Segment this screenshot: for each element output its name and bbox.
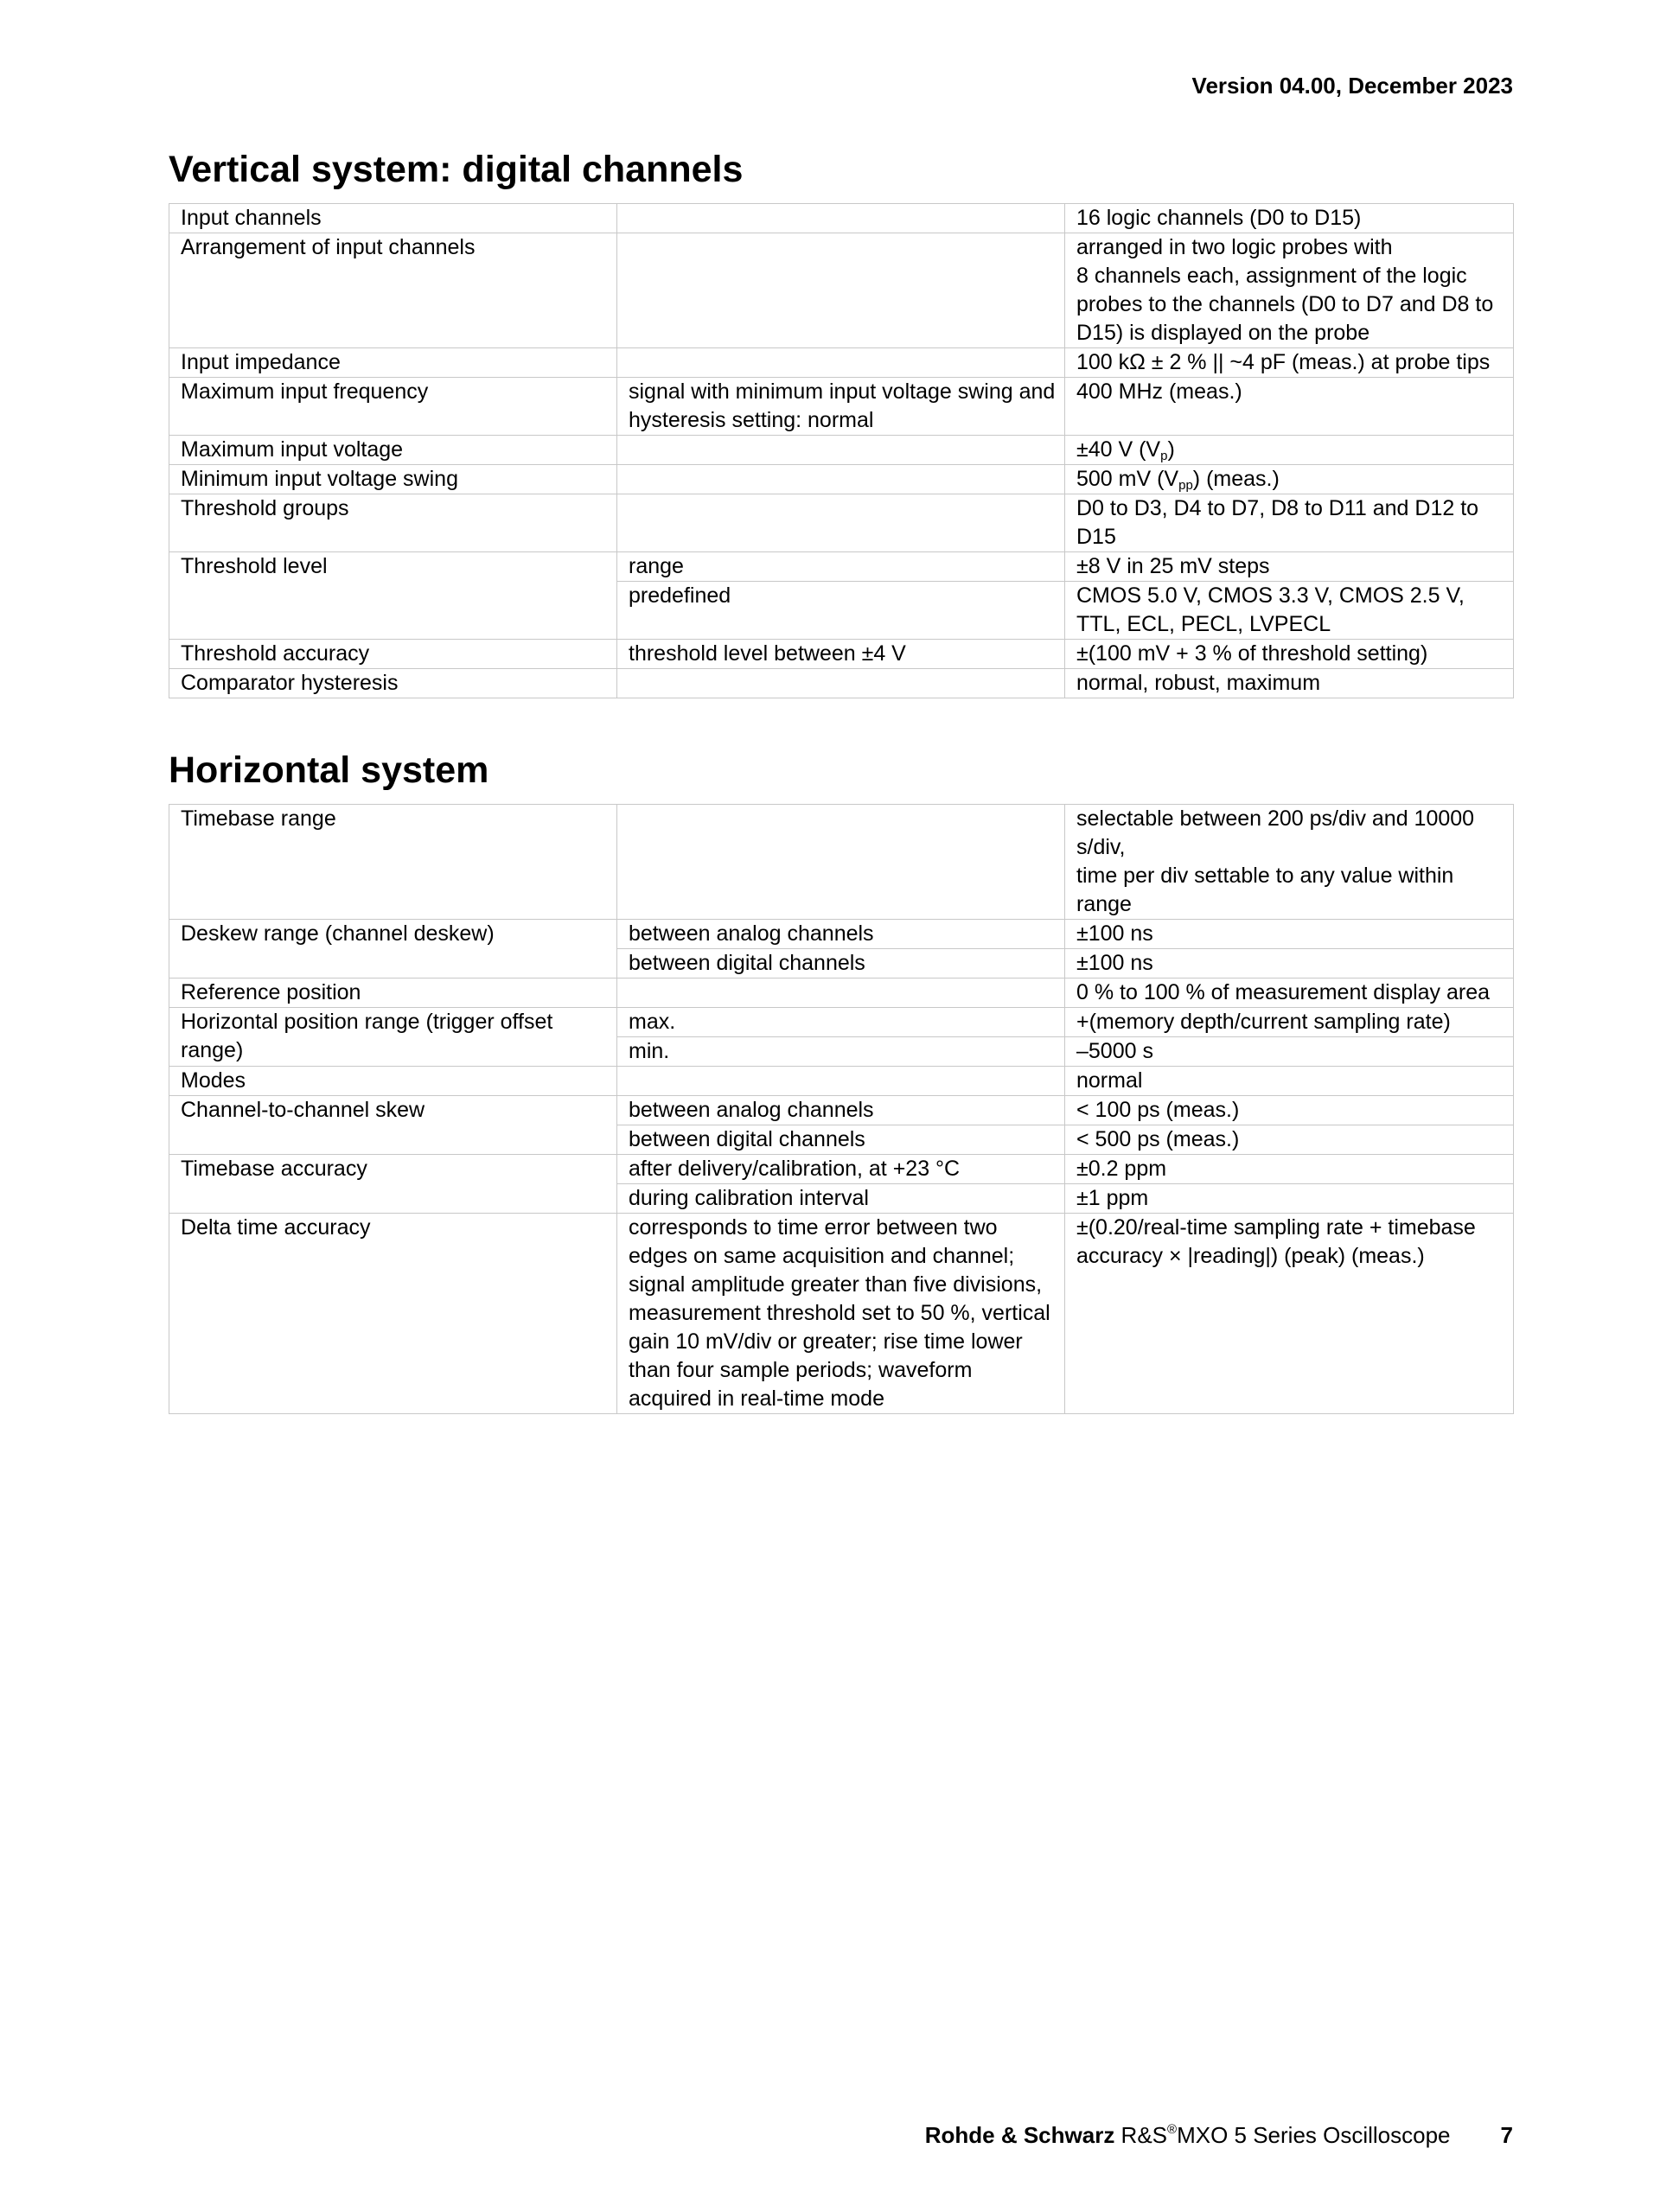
spec-table-horizontal <box>169 804 1514 1414</box>
param-name: Threshold level <box>169 552 617 640</box>
param-name: Comparator hysteresis <box>169 669 617 698</box>
value-text: ) (meas.) <box>1192 467 1280 491</box>
value-text: 500 mV (V <box>1076 467 1179 491</box>
table-row <box>169 640 1514 669</box>
param-condition <box>617 494 1065 552</box>
footer-brand: Rohde & Schwarz <box>924 2122 1115 2148</box>
value-text: ) <box>1167 437 1175 462</box>
param-value: ±8 V in 25 mV steps <box>1065 552 1514 582</box>
param-condition: signal with minimum input voltage swing and hysteresis setting: normal <box>617 378 1065 436</box>
param-condition: between analog channels <box>617 920 1065 949</box>
table-row <box>169 348 1514 378</box>
param-value: ±1 ppm <box>1065 1184 1514 1214</box>
param-condition <box>617 436 1065 465</box>
param-condition: between analog channels <box>617 1096 1065 1125</box>
value-subscript: pp <box>1178 478 1193 493</box>
registered-mark: ® <box>1167 2122 1178 2137</box>
param-condition: predefined <box>617 582 1065 640</box>
param-name: Timebase accuracy <box>169 1155 617 1214</box>
param-condition: after delivery/calibration, at +23 °C <box>617 1155 1065 1184</box>
param-value: selectable between 200 ps/div and 10000 s/div, time per div settable to any value within range <box>1065 805 1514 920</box>
param-value: ±(100 mV + 3 % of threshold setting) <box>1065 640 1514 669</box>
table-row <box>169 805 1514 920</box>
param-condition <box>617 204 1065 233</box>
param-value: < 100 ps (meas.) <box>1065 1096 1514 1125</box>
param-condition: max. <box>617 1008 1065 1037</box>
table-row <box>169 494 1514 552</box>
param-name: Threshold accuracy <box>169 640 617 669</box>
param-value: –5000 s <box>1065 1037 1514 1067</box>
param-name: Channel-to-channel skew <box>169 1096 617 1155</box>
table-row <box>169 1214 1514 1414</box>
param-name: Input impedance <box>169 348 617 378</box>
table-row <box>169 436 1514 465</box>
param-value: ±0.2 ppm <box>1065 1155 1514 1184</box>
table-row <box>169 1155 1514 1184</box>
param-value: CMOS 5.0 V, CMOS 3.3 V, CMOS 2.5 V, TTL, ECL, PECL, LVPECL <box>1065 582 1514 640</box>
param-condition: during calibration interval <box>617 1184 1065 1214</box>
param-value: normal, robust, maximum <box>1065 669 1514 698</box>
section-title-vertical-digital: Vertical system: digital channels <box>169 149 744 190</box>
param-name: Arrangement of input channels <box>169 233 617 348</box>
spec-table-vertical-digital <box>169 203 1514 698</box>
param-value: normal <box>1065 1067 1514 1096</box>
param-name: Horizontal position range (trigger offset range) <box>169 1008 617 1067</box>
param-condition: corresponds to time error between two edges on same acquisition and channel; signal amplitude greater than five divisions, measurement threshold set to 50 %, vertical gain 10 mV/div or greater; rise time lower than four sample periods; waveform acquired in real-time mode <box>617 1214 1065 1414</box>
param-value: 16 logic channels (D0 to D15) <box>1065 204 1514 233</box>
param-name: Delta time accuracy <box>169 1214 617 1414</box>
param-condition <box>617 348 1065 378</box>
version-header: Version 04.00, December 2023 <box>1191 73 1513 99</box>
page-footer <box>925 2122 1513 2149</box>
param-condition <box>617 805 1065 920</box>
table-row <box>169 669 1514 698</box>
param-value: +(memory depth/current sampling rate) <box>1065 1008 1514 1037</box>
param-value: 400 MHz (meas.) <box>1065 378 1514 436</box>
param-value: arranged in two logic probes with 8 channels each, assignment of the logic probes to the channels (D0 to D7 and D8 to D15) is displayed on the probe <box>1065 233 1514 348</box>
table-row <box>169 920 1514 949</box>
param-value: D0 to D3, D4 to D7, D8 to D11 and D12 to D15 <box>1065 494 1514 552</box>
table-row <box>169 979 1514 1008</box>
param-value <box>1065 436 1514 465</box>
param-condition <box>617 979 1065 1008</box>
param-name: Timebase range <box>169 805 617 920</box>
param-condition: min. <box>617 1037 1065 1067</box>
param-name: Maximum input frequency <box>169 378 617 436</box>
table-row <box>169 1008 1514 1037</box>
param-condition <box>617 669 1065 698</box>
table-row <box>169 1096 1514 1125</box>
param-name: Maximum input voltage <box>169 436 617 465</box>
table-row <box>169 1067 1514 1096</box>
param-condition: range <box>617 552 1065 582</box>
param-value: ±100 ns <box>1065 949 1514 979</box>
page-number: 7 <box>1500 2122 1513 2148</box>
param-name: Deskew range (channel deskew) <box>169 920 617 979</box>
value-text: ±40 V (V <box>1076 437 1161 462</box>
param-name: Input channels <box>169 204 617 233</box>
table-row <box>169 233 1514 348</box>
table-row <box>169 378 1514 436</box>
footer-product-prefix: R&S <box>1114 2122 1168 2148</box>
table-row <box>169 204 1514 233</box>
param-value: ±100 ns <box>1065 920 1514 949</box>
table-row <box>169 465 1514 494</box>
param-name: Threshold groups <box>169 494 617 552</box>
section-title-horizontal: Horizontal system <box>169 749 489 791</box>
table-row <box>169 552 1514 582</box>
param-name: Minimum input voltage swing <box>169 465 617 494</box>
param-value: ±(0.20/real-time sampling rate + timebase accuracy × |reading|) (peak) (meas.) <box>1065 1214 1514 1414</box>
param-value: 100 kΩ ± 2 % || ~4 pF (meas.) at probe tips <box>1065 348 1514 378</box>
param-condition <box>617 1067 1065 1096</box>
param-condition <box>617 233 1065 348</box>
param-name: Reference position <box>169 979 617 1008</box>
param-condition: between digital channels <box>617 949 1065 979</box>
param-value <box>1065 465 1514 494</box>
param-name: Modes <box>169 1067 617 1096</box>
param-value: 0 % to 100 % of measurement display area <box>1065 979 1514 1008</box>
param-condition: between digital channels <box>617 1125 1065 1155</box>
param-condition: threshold level between ±4 V <box>617 640 1065 669</box>
param-condition <box>617 465 1065 494</box>
value-subscript: p <box>1160 449 1168 463</box>
param-value: < 500 ps (meas.) <box>1065 1125 1514 1155</box>
footer-product: MXO 5 Series Oscilloscope <box>1177 2122 1451 2148</box>
